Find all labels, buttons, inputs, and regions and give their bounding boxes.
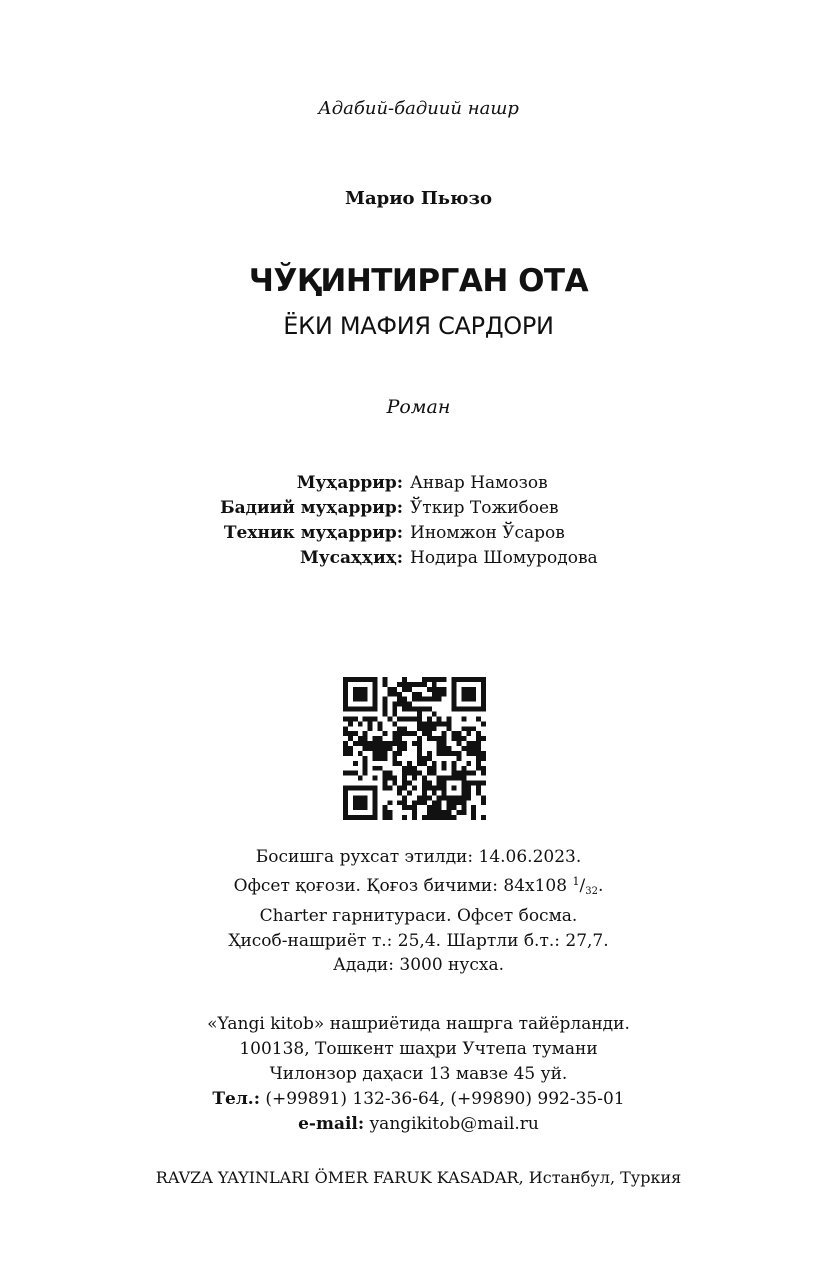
credit-role: Муҳаррир: [296, 473, 403, 493]
credit-art-editor [0, 498, 837, 523]
credit-name: Анвар Намозов [410, 473, 548, 493]
publisher-email [0, 1112, 837, 1137]
printer-info [0, 1168, 837, 1187]
publisher-address-1: 100138, Тошкент шаҳри Учтепа тумани [239, 1039, 598, 1059]
publisher-name: «Yangi kitob» нашриётида нашрга тайёрланди. [207, 1014, 630, 1034]
email-label: e-mail: [298, 1114, 365, 1134]
publisher-phone [0, 1087, 837, 1112]
email-address: yangikitob@mail.ru [369, 1114, 539, 1134]
sheets-info: Ҳисоб-нашриёт т.: 25,4. Шартли б.т.: 27,7. [228, 930, 609, 951]
credit-role: Техник муҳаррир: [223, 523, 403, 543]
paper-format-text: Офсет қоғози. Қоғоз бичими: 84х108 [233, 875, 568, 896]
print-run: Адади: 3000 нусха. [332, 955, 505, 975]
editorial-credits [0, 473, 837, 573]
printer-location: Истанбул, Туркия [528, 1168, 682, 1187]
credit-name: Нодира Шомуродова [410, 548, 598, 568]
book-title: ЧЎҚИНТИРГАН ОТА [248, 263, 589, 299]
credit-editor [0, 473, 837, 498]
phone-label: Тел.: [212, 1089, 261, 1109]
qr-code-icon [343, 677, 486, 820]
printer-name: RAVZA YAYINLARI ÖMER FARUK KASADAR, [155, 1168, 524, 1187]
author-name: Марио Пьюзо [345, 188, 492, 209]
credit-role: Мусаҳҳиҳ: [299, 548, 403, 568]
print-permission: Босишга рухсат этилди: 14.06.2023. [255, 847, 582, 867]
credit-name: Ўткир Тожибоев [410, 498, 559, 518]
fraction-denominator: 32 [585, 885, 598, 897]
credit-role: Бадиий муҳаррир: [220, 498, 403, 518]
publication-type: Адабий-бадиий нашр [318, 98, 519, 119]
paper-format [0, 870, 837, 905]
publisher-address-2: Чилонзор даҳаси 13 мавзе 45 уй. [269, 1064, 568, 1084]
print-details [0, 845, 837, 978]
book-subtitle: ЁКИ МАФИЯ САРДОРИ [283, 312, 554, 340]
typeface-info: Charter гарнитураси. Офсет босма. [259, 906, 578, 926]
credit-name: Иномжон Ўсаров [410, 523, 565, 543]
phone-number: (+99891) 132-36-64, (+99890) 992-35-01 [265, 1089, 625, 1109]
credit-proofreader [0, 548, 837, 573]
credit-technical-editor [0, 523, 837, 548]
paper-format-end: . [597, 875, 604, 896]
fraction-separator: / [579, 875, 586, 896]
book-genre: Роман [386, 396, 451, 418]
fraction-numerator: 1 [572, 874, 580, 888]
publisher-info [0, 1012, 837, 1137]
